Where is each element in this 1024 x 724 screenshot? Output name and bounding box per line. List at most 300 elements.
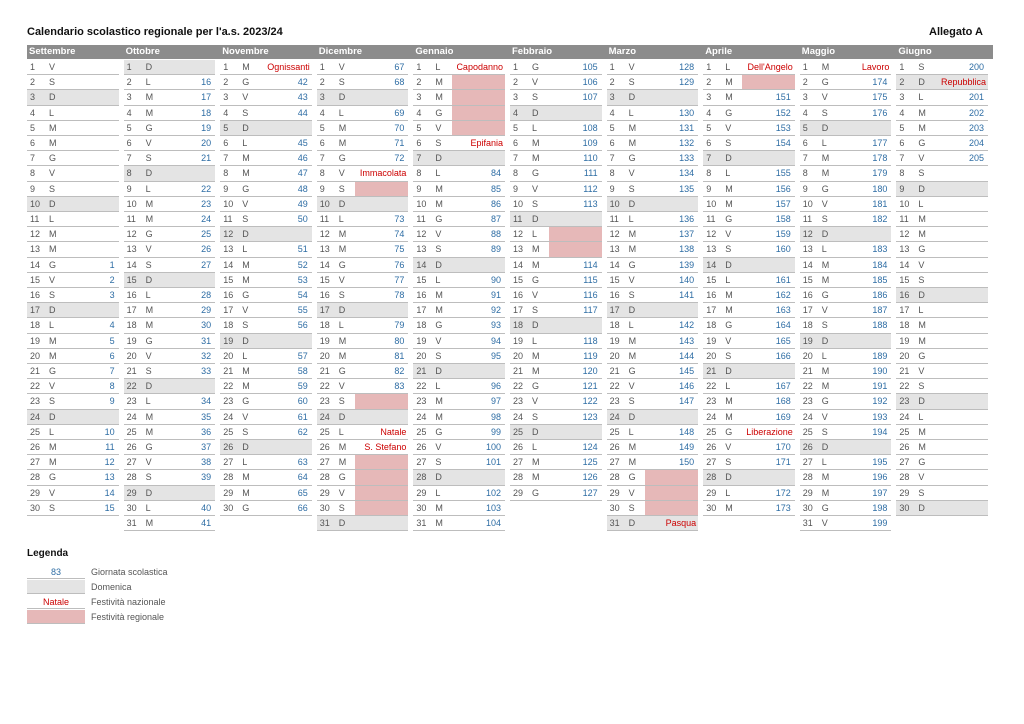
day-number: 13 — [30, 244, 41, 255]
school-day-number: 107 — [582, 92, 598, 103]
day-number: 29 — [899, 487, 910, 498]
day-row — [896, 501, 988, 516]
day-number: 11 — [319, 214, 330, 224]
day-row — [896, 182, 988, 197]
weekday-letter: L — [532, 335, 538, 346]
school-day-number: 2 — [109, 274, 115, 285]
day-row — [607, 364, 699, 379]
school-day-number: 131 — [679, 122, 695, 133]
day-number: 30 — [126, 502, 137, 513]
day-number: 24 — [513, 411, 524, 422]
day-number: 7 — [802, 153, 808, 164]
day-row — [317, 486, 409, 501]
school-day-number: 51 — [297, 244, 308, 255]
day-number: 5 — [513, 122, 519, 133]
weekday-letter: S — [821, 107, 828, 118]
day-number: 20 — [899, 350, 910, 361]
school-day-number: 134 — [679, 168, 695, 179]
day-number: 4 — [30, 107, 36, 118]
day-row — [800, 121, 892, 136]
day-number: 12 — [609, 229, 620, 240]
day-number: 9 — [513, 183, 519, 194]
weekday-letter: V — [821, 411, 828, 422]
school-day-number: 41 — [201, 518, 212, 528]
weekday-letter: V — [242, 305, 249, 316]
school-day-number: 130 — [679, 107, 695, 118]
national-holiday-label: Repubblica — [940, 77, 986, 88]
day-row — [896, 75, 988, 90]
weekday-letter: V — [918, 366, 925, 376]
school-day-number: 156 — [775, 183, 791, 194]
weekday-letter: V — [338, 487, 345, 498]
day-number: 27 — [223, 457, 234, 468]
school-day-number: 37 — [201, 442, 212, 452]
day-number: 28 — [513, 472, 524, 483]
school-day-number: 195 — [872, 457, 888, 468]
weekday-letter: V — [532, 290, 539, 300]
day-row — [317, 121, 409, 136]
weekday-letter: M — [628, 244, 637, 255]
weekday-letter: D — [338, 198, 346, 209]
weekday-letter: M — [628, 229, 637, 240]
day-number: 11 — [30, 214, 40, 224]
weekday-letter: G — [821, 77, 829, 88]
weekday-letter: G — [532, 62, 540, 72]
weekday-letter: D — [532, 214, 539, 224]
day-row — [896, 60, 988, 75]
school-day-number: 152 — [775, 107, 791, 118]
day-row — [607, 486, 699, 501]
day-row — [896, 212, 988, 227]
day-row — [510, 273, 602, 288]
school-day-number: 145 — [679, 366, 695, 376]
day-row — [510, 379, 602, 394]
day-number: 14 — [802, 259, 813, 270]
day-number: 27 — [416, 457, 427, 468]
weekday-letter: G — [338, 366, 346, 376]
month-column — [124, 45, 221, 532]
weekday-letter: M — [242, 274, 250, 285]
day-number: 12 — [513, 229, 524, 240]
weekday-letter: M — [918, 320, 926, 331]
day-number: 18 — [319, 320, 330, 331]
weekday-letter: M — [435, 502, 443, 513]
weekday-letter: M — [49, 244, 57, 255]
day-row — [800, 379, 892, 394]
day-row — [703, 288, 795, 303]
weekday-letter: L — [435, 487, 441, 498]
day-number: 3 — [319, 92, 325, 103]
day-row — [220, 212, 312, 227]
weekday-letter: D — [628, 411, 636, 422]
day-row — [27, 121, 119, 136]
weekday-letter: M — [918, 442, 926, 452]
day-row — [510, 258, 602, 273]
school-day-number: 104 — [485, 518, 501, 528]
day-row — [896, 410, 988, 425]
day-row — [413, 151, 505, 166]
day-number: 14 — [126, 259, 137, 270]
school-day-number: 21 — [201, 153, 212, 164]
day-number: 29 — [319, 487, 330, 498]
weekday-letter: S — [145, 153, 152, 164]
day-row — [896, 273, 988, 288]
day-row — [896, 151, 988, 166]
day-number: 21 — [319, 366, 330, 376]
day-number: 31 — [416, 518, 427, 528]
day-number: 9 — [223, 183, 229, 194]
day-number: 11 — [416, 214, 426, 224]
day-row — [703, 106, 795, 121]
day-row — [510, 470, 602, 485]
school-day-number: 178 — [872, 153, 888, 164]
day-number: 23 — [223, 396, 234, 407]
day-number: 30 — [319, 502, 330, 513]
school-day-number: 38 — [201, 457, 212, 468]
day-number: 8 — [30, 168, 36, 179]
school-day-number: 78 — [394, 290, 405, 300]
day-number: 8 — [126, 168, 132, 179]
day-row — [703, 470, 795, 485]
school-day-number: 68 — [394, 77, 405, 88]
school-day-number: 162 — [775, 290, 791, 300]
weekday-letter: M — [821, 381, 830, 392]
day-row — [607, 318, 699, 333]
day-number: 22 — [416, 381, 427, 392]
weekday-letter: D — [725, 366, 732, 376]
weekday-letter: G — [49, 259, 57, 270]
school-day-number: 179 — [872, 168, 888, 179]
school-day-number: 72 — [394, 153, 405, 164]
day-number: 8 — [899, 168, 905, 179]
day-number: 23 — [30, 396, 41, 407]
day-row — [220, 151, 312, 166]
day-row — [510, 288, 602, 303]
day-number: 24 — [802, 411, 813, 422]
day-row — [800, 516, 892, 531]
day-number: 3 — [126, 92, 132, 103]
weekday-letter: L — [49, 320, 55, 331]
weekday-letter: S — [821, 426, 828, 437]
weekday-letter: L — [435, 381, 441, 392]
weekday-letter: S — [338, 290, 345, 300]
day-row — [220, 394, 312, 409]
day-number: 25 — [706, 426, 717, 437]
school-day-number: 113 — [583, 198, 598, 209]
day-number: 13 — [706, 244, 717, 255]
weekday-letter: V — [628, 487, 635, 498]
weekday-letter: M — [49, 335, 57, 346]
day-number: 8 — [319, 168, 325, 179]
weekday-letter: V — [821, 518, 828, 528]
day-number: 7 — [416, 153, 422, 164]
weekday-letter: S — [338, 183, 345, 194]
day-number: 13 — [899, 244, 910, 255]
day-row — [703, 166, 795, 181]
school-day-number: 90 — [490, 274, 501, 285]
day-row — [124, 75, 216, 90]
day-row — [124, 106, 216, 121]
day-number: 16 — [416, 290, 427, 300]
day-row — [124, 501, 216, 516]
day-row — [220, 166, 312, 181]
regional-holiday-cell — [645, 501, 698, 515]
day-row — [703, 364, 795, 379]
school-day-number: 155 — [775, 168, 791, 179]
school-day-number: 30 — [201, 320, 212, 331]
school-day-number: 35 — [201, 411, 212, 422]
day-number: 20 — [30, 350, 41, 361]
day-row — [607, 334, 699, 349]
day-row — [800, 182, 892, 197]
day-number: 20 — [513, 350, 524, 361]
day-number: 13 — [416, 244, 427, 255]
day-number: 24 — [30, 411, 41, 422]
day-row — [124, 516, 216, 531]
day-row — [124, 121, 216, 136]
school-day-number: 7 — [109, 366, 115, 376]
day-number: 16 — [513, 290, 524, 300]
school-day-number: 148 — [679, 426, 695, 437]
day-number: 3 — [30, 92, 36, 103]
day-row — [607, 440, 699, 455]
school-day-number: 176 — [872, 107, 888, 118]
day-number: 16 — [706, 290, 717, 300]
school-day-number: 42 — [297, 77, 308, 88]
weekday-letter: V — [242, 198, 249, 209]
national-holiday-label: Epifania — [470, 138, 503, 148]
day-number: 4 — [706, 107, 712, 118]
day-row — [317, 303, 409, 318]
day-number: 27 — [319, 457, 330, 468]
school-day-number: 89 — [490, 244, 501, 255]
weekday-letter: M — [338, 229, 347, 240]
school-day-number: 194 — [872, 426, 888, 437]
day-number: 10 — [609, 198, 620, 209]
day-row — [896, 197, 988, 212]
school-day-number: 139 — [679, 259, 695, 270]
school-day-number: 63 — [297, 457, 308, 468]
day-row — [220, 273, 312, 288]
day-number: 28 — [609, 472, 620, 483]
weekday-letter: G — [725, 320, 733, 331]
day-row — [27, 227, 119, 242]
weekday-letter: D — [338, 518, 346, 528]
day-row — [896, 121, 988, 136]
weekday-letter: S — [821, 214, 828, 224]
day-number: 29 — [30, 487, 41, 498]
day-row — [317, 410, 409, 425]
weekday-letter: G — [49, 366, 57, 376]
day-row — [317, 364, 409, 379]
day-row — [800, 394, 892, 409]
school-day-number: 111 — [583, 168, 598, 179]
day-row — [800, 106, 892, 121]
day-number: 15 — [416, 274, 427, 285]
school-day-number: 13 — [104, 472, 115, 483]
school-day-number: 4 — [109, 320, 115, 331]
month-column — [317, 45, 414, 532]
school-day-number: 101 — [485, 457, 501, 468]
school-day-number: 100 — [485, 442, 501, 452]
day-number: 10 — [899, 198, 910, 209]
day-number: 3 — [609, 92, 615, 103]
day-number: 25 — [319, 426, 330, 437]
weekday-letter: S — [918, 62, 925, 72]
day-number: 18 — [223, 320, 234, 331]
school-day-number: 199 — [872, 518, 888, 528]
month-column — [800, 45, 897, 532]
day-row — [220, 288, 312, 303]
day-row — [607, 182, 699, 197]
weekday-letter: G — [242, 77, 250, 88]
weekday-letter: L — [145, 290, 151, 300]
day-row — [317, 227, 409, 242]
day-row — [413, 425, 505, 440]
day-number: 9 — [126, 183, 132, 194]
school-day-number: 119 — [583, 350, 598, 361]
regional-holiday-cell — [355, 455, 408, 469]
day-number: 11 — [513, 214, 523, 224]
weekday-letter: M — [145, 411, 154, 422]
weekday-letter: M — [628, 138, 637, 148]
day-row — [124, 318, 216, 333]
weekday-letter: M — [435, 198, 443, 209]
day-number: 4 — [223, 107, 229, 118]
day-row — [317, 288, 409, 303]
day-row — [510, 75, 602, 90]
day-number: 24 — [223, 411, 234, 422]
weekday-letter: S — [49, 502, 56, 513]
school-day-number: 98 — [490, 411, 501, 422]
weekday-letter: S — [628, 502, 635, 513]
day-row — [27, 455, 119, 470]
day-number: 11 — [706, 214, 716, 224]
weekday-letter: D — [821, 229, 829, 240]
day-row — [220, 486, 312, 501]
day-row — [27, 349, 119, 364]
day-row — [607, 166, 699, 181]
day-number: 28 — [223, 472, 234, 483]
day-number: 27 — [899, 457, 910, 468]
weekday-letter: G — [338, 472, 346, 483]
day-row — [703, 303, 795, 318]
legend-sample-regional-holiday — [27, 610, 85, 624]
day-number: 29 — [223, 487, 234, 498]
day-row — [317, 379, 409, 394]
day-row — [607, 273, 699, 288]
weekday-letter: S — [435, 350, 442, 361]
school-day-number: 172 — [775, 487, 791, 498]
school-day-number: 80 — [394, 335, 405, 346]
day-row — [27, 470, 119, 485]
day-number: 24 — [416, 411, 427, 422]
school-day-number: 52 — [297, 259, 308, 270]
weekday-letter: G — [338, 153, 346, 164]
day-row — [317, 516, 409, 531]
day-row — [607, 516, 699, 531]
day-row — [124, 470, 216, 485]
day-row — [317, 349, 409, 364]
weekday-letter: M — [49, 229, 57, 240]
day-number: 25 — [223, 426, 234, 437]
day-number: 23 — [609, 396, 620, 407]
weekday-letter: S — [821, 320, 828, 331]
day-number: 18 — [416, 320, 427, 331]
school-day-number: 16 — [201, 77, 212, 88]
day-row — [124, 440, 216, 455]
school-day-number: 24 — [201, 214, 212, 224]
day-number: 6 — [30, 138, 36, 148]
day-number: 21 — [126, 366, 137, 376]
school-day-number: 97 — [490, 396, 501, 407]
school-day-number: 109 — [582, 138, 598, 148]
weekday-letter: S — [918, 274, 925, 285]
weekday-letter: V — [628, 381, 635, 392]
day-row — [124, 242, 216, 257]
month-name: Febbraio — [512, 46, 553, 57]
weekday-letter: M — [242, 381, 250, 392]
day-row — [220, 410, 312, 425]
day-number: 11 — [802, 214, 813, 224]
day-number: 26 — [30, 442, 41, 452]
school-day-number: 105 — [582, 62, 598, 72]
day-number: 3 — [899, 92, 905, 103]
school-day-number: 188 — [872, 320, 888, 331]
day-number: 12 — [223, 229, 234, 240]
day-number: 24 — [126, 411, 137, 422]
weekday-letter: V — [725, 229, 732, 240]
school-day-number: 46 — [297, 153, 308, 164]
day-number: 30 — [899, 502, 910, 513]
day-number: 1 — [609, 62, 615, 72]
day-number: 6 — [609, 138, 615, 148]
day-number: 12 — [802, 229, 813, 240]
day-row — [220, 242, 312, 257]
weekday-letter: G — [242, 396, 250, 407]
day-row — [124, 334, 216, 349]
school-day-number: 112 — [583, 183, 598, 194]
school-day-number: 136 — [679, 214, 695, 224]
weekday-letter: D — [628, 305, 636, 316]
school-day-number: 67 — [394, 62, 405, 72]
day-number: 25 — [899, 426, 910, 437]
day-row — [896, 288, 988, 303]
weekday-letter: S — [242, 214, 249, 224]
day-number: 5 — [416, 122, 422, 133]
month-header — [800, 45, 897, 59]
weekday-letter: D — [725, 153, 732, 164]
regional-holiday-cell — [355, 501, 408, 515]
day-row — [220, 364, 312, 379]
day-row — [703, 349, 795, 364]
day-row — [510, 90, 602, 105]
day-number: 16 — [802, 290, 813, 300]
weekday-letter: S — [242, 426, 249, 437]
weekday-letter: V — [49, 487, 56, 498]
day-row — [220, 440, 312, 455]
weekday-letter: V — [338, 274, 345, 285]
weekday-letter: S — [628, 77, 635, 88]
weekday-letter: M — [532, 244, 540, 255]
weekday-letter: S — [532, 92, 539, 103]
weekday-letter: M — [918, 107, 926, 118]
weekday-letter: G — [532, 274, 540, 285]
weekday-letter: S — [338, 77, 345, 88]
school-day-number: 153 — [775, 122, 791, 133]
day-number: 6 — [706, 138, 712, 148]
day-number: 17 — [802, 305, 813, 316]
